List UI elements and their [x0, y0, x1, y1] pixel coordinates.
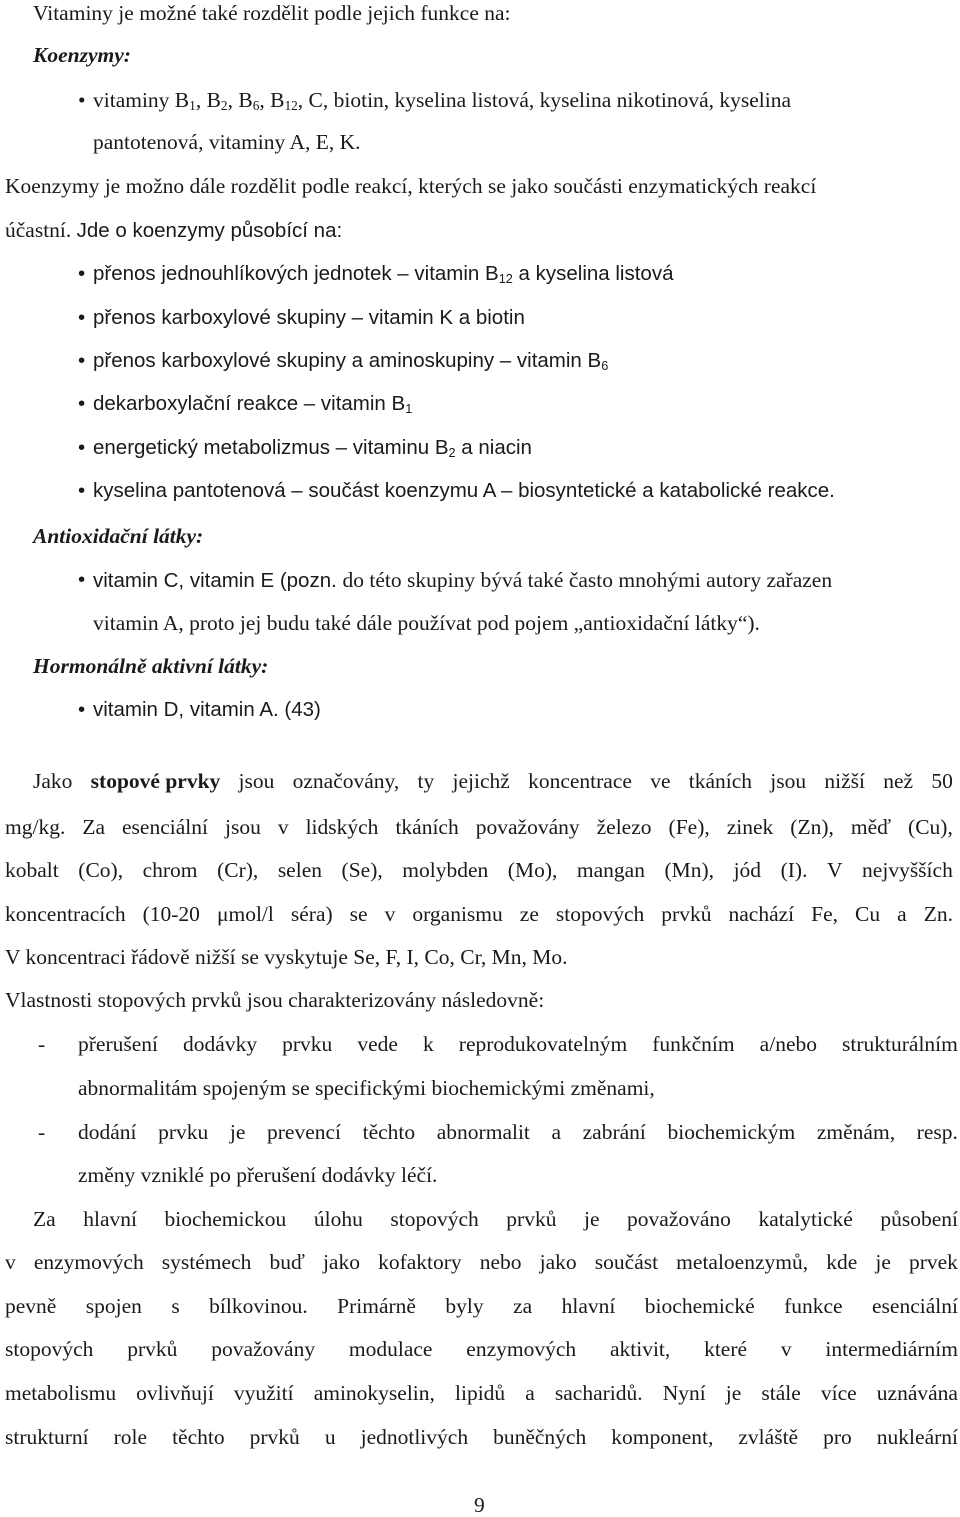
- trace-p3-line4: stopových prvků považovány modulace enzymových aktivit, které v intermediárním: [5, 1337, 958, 1361]
- antioxidants-item-line2: vitamin A, proto jej budu také dále používat pod pojem „antioxidační látky“).: [93, 611, 760, 635]
- hormonal-heading: Hormonálně aktivní látky:: [33, 654, 269, 678]
- dash-marker: -: [38, 1032, 46, 1056]
- trace-p3-line2: v enzymových systémech buď jako kofaktory nebo jako součást metaloenzymů, kde je prvek: [5, 1250, 958, 1274]
- bullet: •: [78, 392, 86, 415]
- trace-p3-line1: Za hlavní biochemickou úlohu stopových prvků je považováno katalytické působení: [33, 1207, 958, 1231]
- trace-p2: Vlastnosti stopových prvků jsou charakterizovány následovně:: [5, 988, 545, 1012]
- coenzymes-text-line2: účastní. Jde o koenzymy působící na:: [5, 218, 343, 242]
- bullet: •: [78, 306, 86, 329]
- coenzyme-item: dekarboxylační reakce – vitamin $B_1$: [93, 392, 413, 416]
- bullet: •: [78, 88, 86, 112]
- trace-p3-line5: metabolismu ovlivňují využití aminokyselin, lipidů a sacharidů. Nyní je stále více uznávána: [5, 1381, 958, 1405]
- coenzyme-item: energetický metabolizmus – vitaminu $B_2$ a niacin: [93, 436, 532, 460]
- dash-marker: -: [38, 1120, 46, 1144]
- bullet: •: [78, 349, 86, 372]
- bullet: •: [78, 262, 86, 285]
- coenzyme-item: přenos karboxylové skupiny – vitamin K a biotin: [93, 306, 525, 329]
- coenzyme-item: přenos jednouhlíkových jednotek – vitamin $B_{12}$ a kyselina listová: [93, 262, 674, 286]
- intro-line: Vitaminy je možné také rozdělit podle jejich funkce na:: [33, 1, 511, 25]
- coenzyme-item: přenos karboxylové skupiny a aminoskupiny – vitamin $B_6$: [93, 349, 609, 373]
- bullet: •: [78, 698, 86, 721]
- trace-d2-line2: změny vzniklé po přerušení dodávky léčí.: [78, 1163, 438, 1187]
- antioxidants-item-line1: vitamin C, vitamin E (pozn. do této skupiny bývá také často mnohými autory zařazen: [93, 568, 833, 592]
- trace-p1-line1: Jako stopové prvky jsou označovány, ty jejichž koncentrace ve tkáních jsou nižší než 50: [33, 769, 953, 793]
- coenzyme-vitamins-line1: vitaminy $B_1$, $B_2$, $B_6$, $B_{12}$, C, biotin, kyselina listová, kyselina nikotinová, kyselina: [93, 88, 792, 113]
- trace-p1-line5: V koncentraci řádově nižší se vyskytuje Se, F, I, Co, Cr, Mn, Mo.: [5, 945, 568, 969]
- bullet: •: [78, 479, 86, 502]
- trace-p1-line3: kobalt (Co), chrom (Cr), selen (Se), molybden (Mo), mangan (Mn), jód (I). V nejvyšších: [5, 858, 953, 882]
- coenzymes-text-line1: Koenzymy je možno dále rozdělit podle reakcí, kterých se jako součásti enzymatických reakcí: [5, 174, 817, 198]
- trace-d1-line2: abnormalitám spojeným se specifickými biochemickými změnami,: [78, 1076, 655, 1100]
- bullet: •: [78, 436, 86, 459]
- trace-p3-line3: pevně spojen s bílkovinou. Primárně byly za hlavní biochemické funkce esenciální: [5, 1294, 958, 1318]
- hormonal-item: vitamin D, vitamin A. (43): [93, 698, 321, 721]
- coenzyme-item: kyselina pantotenová – součást koenzymu A – biosyntetické a katabolické reakce.: [93, 479, 835, 502]
- trace-p3-line6: strukturní role těchto prvků u jednotlivých buněčných komponent, zvláště pro nukleární: [5, 1425, 958, 1449]
- coenzymes-heading: Koenzymy:: [33, 43, 131, 67]
- trace-d2-line1: dodání prvku je prevencí těchto abnormalit a zabrání biochemickým změnám, resp.: [78, 1120, 958, 1144]
- antioxidants-heading: Antioxidační látky:: [33, 524, 204, 548]
- trace-d1-line1: přerušení dodávky prvku vede k reprodukovatelným funkčním a/nebo strukturálním: [78, 1032, 958, 1056]
- trace-p1-line4: koncentracích (10-20 μmol/l séra) se v organismu ze stopových prvků nachází Fe, Cu a Zn.: [5, 902, 953, 926]
- bullet: •: [78, 568, 86, 591]
- trace-p1-line2: mg/kg. Za esenciální jsou v lidských tkáních považovány železo (Fe), zinek (Zn), měď (Cu),: [5, 815, 953, 839]
- coenzyme-vitamins-line2: pantotenová, vitaminy A, E, K.: [93, 130, 361, 154]
- page-number: 9: [474, 1493, 485, 1517]
